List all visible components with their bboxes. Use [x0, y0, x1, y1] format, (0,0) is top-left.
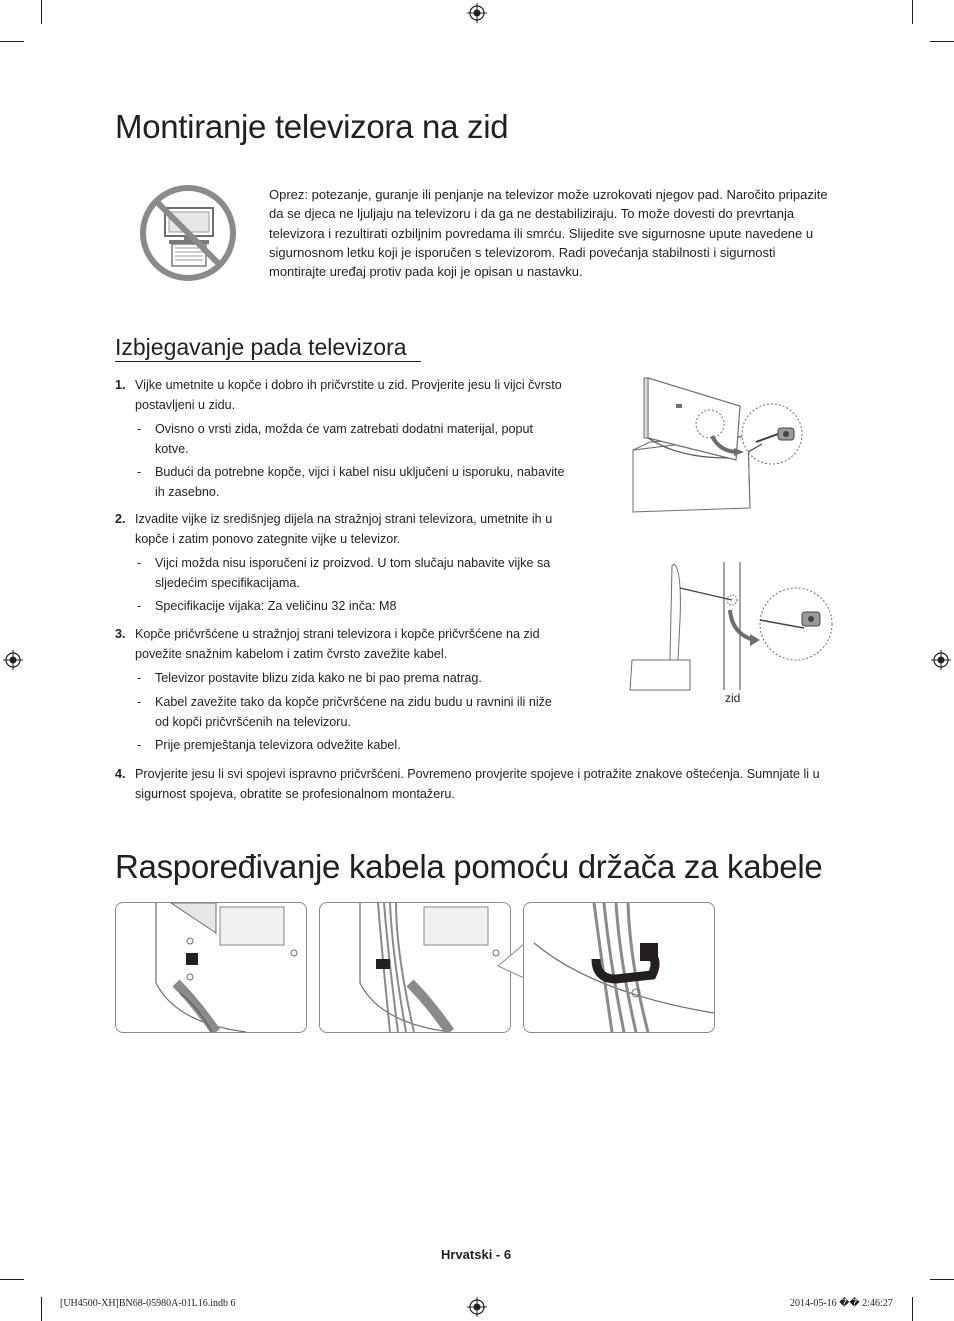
step-number: 4.: [115, 767, 126, 781]
dash-bullet: -: [137, 422, 142, 436]
warning-text: Oprez: potezanje, guranje ili penjanje na televizor može uzrokovati njegov pad. Naročito pripazite da se djeca ne ljuljaju na televizoru i da ga ne destabiliziraju. To može dovesti do prevrtanja televizora i rezultirati ozbiljnim povredama ili smrću. Slijedite sve sigurnosne upute navedene u sigurnosnom letku koji je isporučen s televizorom. Radi povećanja stabilnosti i sigurnosti montirajte uređaj protiv pada koji je opisan u nastavku.: [269, 187, 828, 280]
step-subitem: [137, 420, 597, 459]
step-text-line: Vijke umetnite u kopče i dobro ih pričvrstite u zid. Provjerite jesu li vijci čvrsto: [135, 378, 562, 392]
crop-mark: [41, 1297, 42, 1321]
step-text: [135, 376, 562, 415]
step-text-line: Provjerite jesu li svi spojevi ispravno pričvršćeni. Povremeno provjerite spojeve i potražite znakove oštećenja. Sumnjate li u: [135, 767, 820, 781]
subitem-text: [155, 597, 397, 617]
step-subitem: [137, 554, 597, 593]
dash-bullet: -: [137, 671, 142, 685]
crop-mark: [930, 1279, 954, 1280]
subsection-title-underline: [115, 361, 421, 362]
dash-bullet: -: [137, 738, 142, 752]
registration-mark-icon: [467, 3, 487, 23]
subitem-text-line: Prije premještanja televizora odvežite kabel.: [155, 738, 401, 752]
step-subitem: [137, 736, 597, 756]
step-text-line: Izvadite vijke iz središnjeg dijela na stražnjoj strani televizora, umetnite ih u: [135, 512, 553, 526]
subitem-text: [155, 669, 482, 689]
step-text-line: kopče i zatim ponovo zategnite vijke u televizor.: [135, 531, 401, 546]
crop-mark: [930, 41, 954, 42]
cable-holder-panel-3: [523, 902, 715, 1033]
dash-bullet: -: [137, 599, 142, 613]
subitem-text-line: Vijci možda nisu isporučeni iz proizvod. U tom slučaju nabavite vijke sa: [155, 556, 551, 570]
subitem-text-line: kotve.: [155, 441, 189, 456]
dash-bullet: -: [137, 695, 142, 709]
step-item: [115, 376, 590, 415]
dash-bullet: -: [137, 556, 142, 570]
step-item: [115, 625, 590, 664]
print-timestamp: 2014-05-16 �� 2:46:27: [790, 1298, 893, 1309]
subitem-text-line: Specifikacije vijaka: Za veličinu 32 inča: M8: [155, 599, 397, 613]
section-title-cable-holder: Raspoređivanje kabela pomoću držača za kabele: [115, 848, 823, 885]
crop-mark: [0, 1279, 24, 1280]
dash-bullet: -: [137, 465, 142, 479]
subitem-text-line: sljedećim specifikacijama.: [155, 575, 300, 590]
tv-back-clip-illustration: [628, 372, 808, 518]
step-subitem: [137, 463, 597, 502]
step-text-line: Kopče pričvršćene u stražnjoj strani televizora i kopče pričvršćene na zid: [135, 627, 540, 641]
step-text-line: sigurnost spojeva, obratite se profesionalnom montažeru.: [135, 786, 455, 801]
step-subitem: [137, 597, 597, 617]
crop-mark: [41, 0, 42, 24]
cables-through-holder-icon: [320, 903, 510, 1032]
registration-mark-icon: [3, 650, 23, 670]
step-text: [135, 625, 540, 664]
section-title-wall-mount: Montiranje televizora na zid: [115, 108, 509, 145]
registration-mark-icon: [467, 1297, 487, 1317]
file-info: [UH4500-XH]BN68-05980A-01L16.indb 6: [60, 1298, 236, 1309]
crop-mark: [0, 41, 24, 42]
subitem-text-line: Televizor postavite blizu zida kako ne bi pao prema natrag.: [155, 671, 482, 685]
step-item: [115, 510, 590, 549]
page-number: Hrvatski - 6: [441, 1247, 512, 1262]
step-subitem: [137, 669, 597, 689]
subitem-text: [155, 554, 550, 593]
subitem-text-line: ih zasebno.: [155, 484, 220, 499]
step-subitem: [137, 693, 597, 732]
step-number: 2.: [115, 512, 126, 526]
crop-mark: [912, 0, 913, 24]
wall-label: zid: [725, 691, 741, 705]
subitem-text-line: Kabel zavežite tako da kopče pričvršćene na zidu budu u ravnini ili niže: [155, 695, 552, 709]
no-climbing-tv-icon: [139, 184, 237, 282]
subitem-text: [155, 420, 533, 459]
registration-mark-icon: [931, 650, 951, 670]
step-number: 3.: [115, 627, 126, 641]
step-text-line: postavljeni u zidu.: [135, 397, 236, 412]
crop-mark: [912, 1297, 913, 1321]
step-text: [135, 765, 820, 804]
cable-holder-panel-2: [319, 902, 511, 1033]
tv-side-wall-illustration: [620, 560, 840, 692]
subitem-text-line: Budući da potrebne kopče, vijci i kabel nisu uključeni u isporuku, nabavite: [155, 465, 565, 479]
cable-holder-panel-1: [115, 902, 307, 1033]
subitem-text: [155, 693, 552, 732]
cable-holder-closeup-icon: [524, 903, 714, 1032]
subitem-text-line: Ovisno o vrsti zida, možda će vam zatrebati dodatni materijal, poput: [155, 422, 533, 436]
step-text-line: povežite snažnim kabelom i zatim čvrsto zavežite kabel.: [135, 646, 448, 661]
zoom-callout-pointer: [496, 942, 526, 982]
step-text: [135, 510, 552, 549]
subsection-title: Izbjegavanje pada televizora: [115, 334, 407, 360]
subitem-text: [155, 463, 565, 502]
subitem-text-line: od kopči pričvršćenih na televizoru.: [155, 714, 351, 729]
step-number: 1.: [115, 378, 126, 392]
tv-back-clip-slot-icon: [116, 903, 306, 1032]
step-item: [115, 765, 830, 804]
subitem-text: [155, 736, 401, 756]
